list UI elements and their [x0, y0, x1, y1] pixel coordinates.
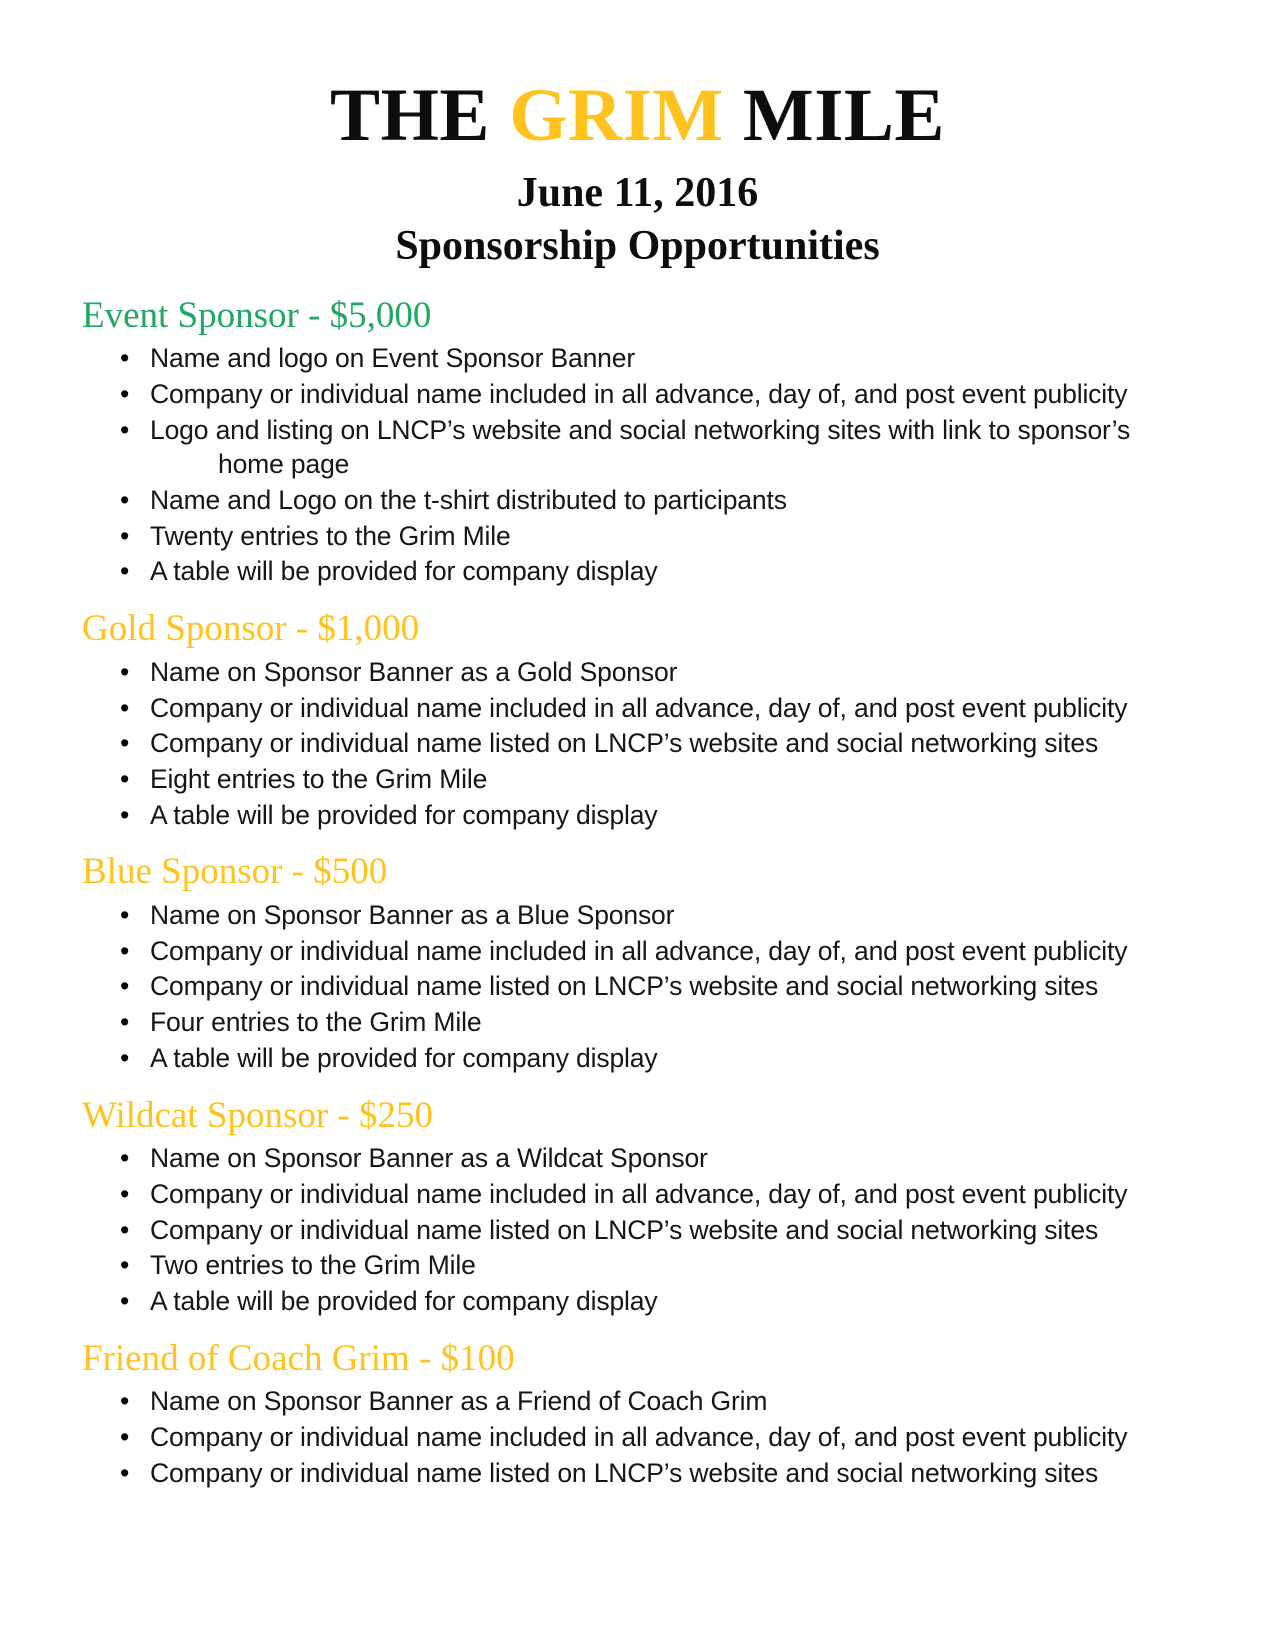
bullet-point-icon: •: [120, 656, 130, 687]
list-item: [82, 655, 1191, 690]
bullet-point-icon: •: [120, 692, 130, 723]
list-item: [82, 483, 1191, 518]
title-part-highlight: GRIM: [509, 74, 724, 157]
bullet-point-icon: •: [120, 343, 130, 374]
list-item-label: Eight entries to the Grim Mile: [150, 763, 488, 794]
list-item-label: Company or individual name included in all advance, day of, and post event publicity: [150, 935, 1128, 966]
list-item: [82, 798, 1191, 833]
bullet-point-icon: •: [120, 1007, 130, 1038]
sponsor-tier-heading: Friend of Coach Grim - $100: [82, 1337, 515, 1379]
list-item-label: Name on Sponsor Banner as a Gold Sponsor: [150, 656, 678, 687]
list-item: [82, 519, 1191, 554]
page-title: [0, 74, 1275, 157]
list-item-label: Company or individual name listed on LNCP’s website and social networking sites: [150, 728, 1099, 759]
bullet-point-icon: •: [120, 1042, 130, 1073]
list-item: [82, 969, 1191, 1004]
sponsor-tier-section: [82, 1337, 1191, 1491]
list-item-label: A table will be provided for company display: [150, 799, 658, 830]
sponsor-benefit-list: [82, 1384, 1191, 1490]
bullet-point-icon: •: [120, 1285, 130, 1316]
list-item: [82, 1141, 1191, 1176]
list-item-label: Company or individual name included in all advance, day of, and post event publicity: [150, 692, 1128, 723]
sponsor-benefit-list: [82, 898, 1191, 1076]
list-item-label: A table will be provided for company display: [150, 556, 658, 587]
list-item-label: Company or individual name included in all advance, day of, and post event publicity: [150, 378, 1128, 409]
list-item: [82, 341, 1191, 376]
list-item: [82, 377, 1191, 412]
list-item: [82, 1420, 1191, 1455]
list-item-label: Company or individual name included in all advance, day of, and post event publicity: [150, 1422, 1128, 1453]
title-block: [0, 0, 1275, 272]
sponsor-tier-section: [82, 294, 1191, 590]
list-item-label: Name and Logo on the t-shirt distributed to participants: [150, 485, 787, 516]
list-item: [82, 1384, 1191, 1419]
bullet-point-icon: •: [120, 1250, 130, 1281]
bullet-point-icon: •: [120, 971, 130, 1002]
document-subtitle: Sponsorship Opportunities: [395, 223, 880, 270]
sponsor-benefit-list: [82, 341, 1191, 589]
bullet-point-icon: •: [120, 799, 130, 830]
list-item-label: Company or individual name listed on LNCP’s website and social networking sites: [150, 1457, 1099, 1488]
bullet-point-icon: •: [120, 520, 130, 551]
title-part-before: THE: [330, 74, 510, 157]
sponsor-tier-section: [82, 1094, 1191, 1319]
list-item-label: Company or individual name included in all advance, day of, and post event publicity: [150, 1178, 1128, 1209]
bullet-point-icon: •: [120, 1178, 130, 1209]
bullet-point-icon: •: [120, 1386, 130, 1417]
bullet-point-icon: •: [120, 900, 130, 930]
sponsor-benefit-list: [82, 1141, 1191, 1319]
list-item: [82, 1041, 1191, 1076]
bullet-point-icon: •: [120, 1422, 130, 1453]
list-item-label: A table will be provided for company display: [150, 1042, 658, 1073]
bullet-point-icon: •: [120, 556, 130, 587]
title-part-after: MILE: [723, 74, 945, 157]
sponsor-tier-section: [82, 607, 1191, 832]
list-item-label: Name on Sponsor Banner as a Friend of Coach Grim: [150, 1386, 768, 1417]
sponsor-benefit-list: [82, 655, 1191, 833]
list-item: • Logo and listing on LNCP’s website and social networking sites with link to sponsor’s home page: [120, 414, 1131, 480]
list-item: [82, 554, 1191, 589]
list-item: [82, 1284, 1191, 1319]
list-item-label: Two entries to the Grim Mile: [150, 1250, 476, 1281]
sponsor-tier-heading: Blue Sponsor - $500: [82, 851, 388, 893]
list-item-label: Company or individual name listed on LNCP’s website and social networking sites: [150, 1214, 1099, 1245]
list-item: [82, 1213, 1191, 1248]
list-item: [82, 726, 1191, 761]
bullet-point-icon: •: [120, 378, 130, 409]
list-item: [82, 1005, 1191, 1040]
event-date: June 11, 2016: [516, 169, 759, 216]
bullet-point-icon: •: [120, 485, 130, 516]
list-item-label: Company or individual name listed on LNCP’s website and social networking sites: [150, 971, 1099, 1002]
list-item: [82, 1248, 1191, 1283]
list-item: [82, 934, 1191, 969]
list-item-label: Name and logo on Event Sponsor Banner: [150, 343, 636, 374]
bullet-point-icon: •: [120, 1143, 130, 1174]
list-item-label: Logo and listing on LNCP’s website and social networking sites with link to sponsor’s home page: [150, 414, 1131, 480]
bullet-point-icon: •: [120, 935, 130, 966]
sponsor-tier-heading: Event Sponsor - $5,000: [82, 294, 432, 336]
list-item-label: Four entries to the Grim Mile: [150, 1007, 482, 1038]
bullet-point-icon: •: [120, 1214, 130, 1245]
sponsor-tier-heading: Wildcat Sponsor - $250: [82, 1094, 433, 1136]
list-item-label: Twenty entries to the Grim Mile: [150, 520, 511, 551]
list-item-label: Name on Sponsor Banner as a Wildcat Sponsor: [150, 1143, 708, 1174]
bullet-point-icon: •: [120, 1457, 130, 1488]
list-item: [82, 691, 1191, 726]
sponsorship-sections: [0, 272, 1275, 1491]
list-item: [82, 898, 1191, 933]
bullet-point-icon: •: [120, 763, 130, 794]
list-item: [82, 1177, 1191, 1212]
list-item: [82, 1456, 1191, 1491]
bullet-point-icon: •: [120, 728, 130, 759]
list-item-label: A table will be provided for company display: [150, 1285, 658, 1316]
sponsor-tier-heading: Gold Sponsor - $1,000: [82, 608, 420, 650]
list-item-label: Name on Sponsor Banner as a Blue Sponsor: [150, 900, 675, 930]
sponsor-tier-section: [82, 850, 1191, 1075]
list-item: [82, 762, 1191, 797]
